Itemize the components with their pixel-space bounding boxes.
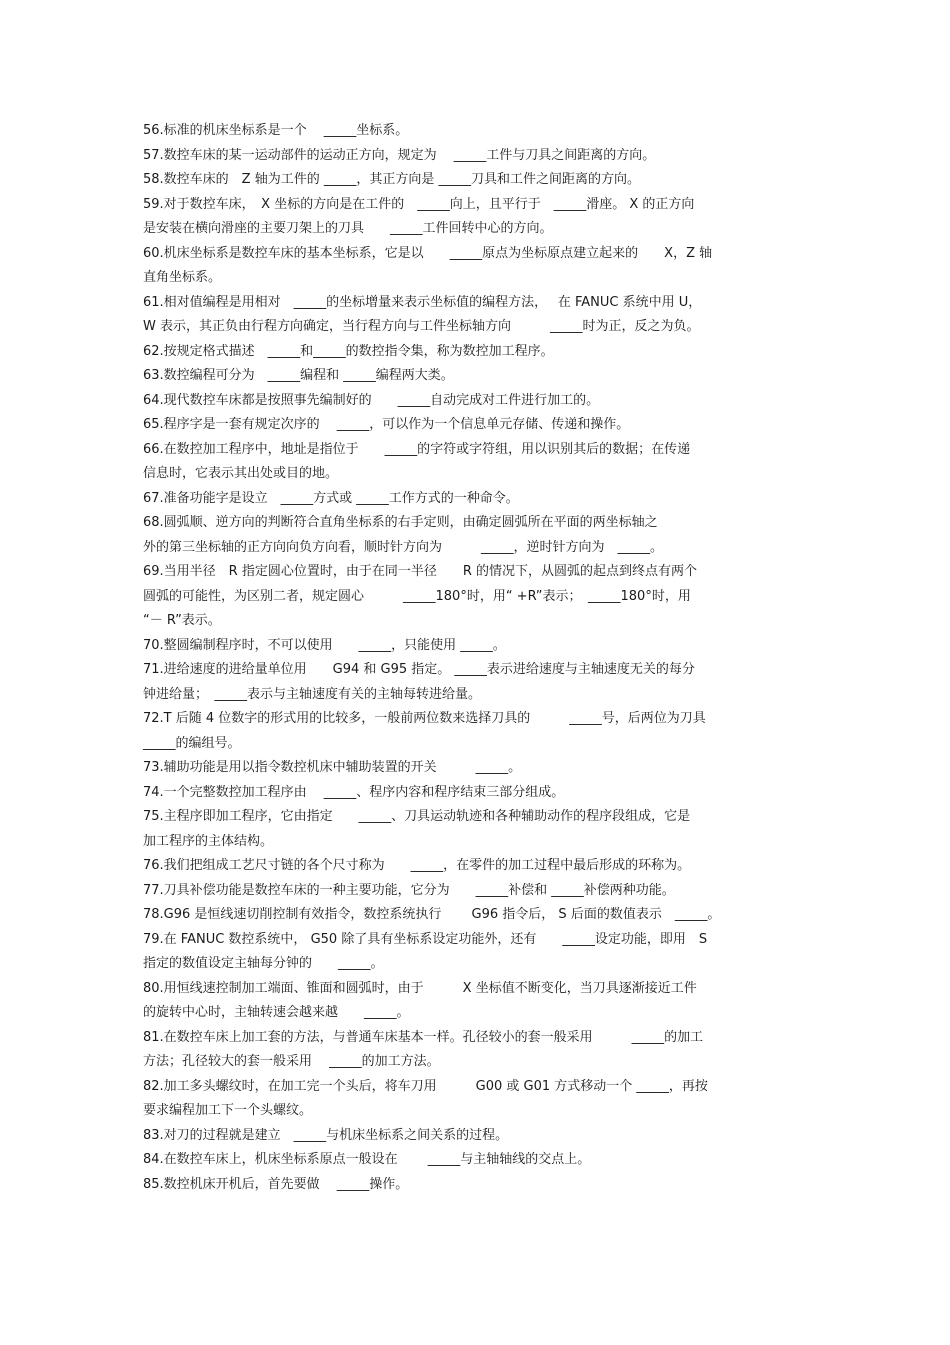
question-line-continued: 加工程序的主体结构。 bbox=[143, 833, 274, 849]
question-line-continued: 是安装在横向滑座的主要刀架上的刀具 _____工件回转中心的方向。 bbox=[143, 221, 553, 236]
question-line: 60.机床坐标系是数控车床的基本坐标系，它是以 _____原点为坐标原点建立起来的 X，Z 轴 bbox=[143, 245, 713, 261]
question-line: 67.准备功能字是设立 _____方式或 _____工作方式的一种命令。 bbox=[143, 490, 519, 506]
question-line: 72.T 后随 4 位数字的形式用的比较多，一般前两位数来选择刀具的 _____号，后两位为刀具 bbox=[143, 711, 706, 726]
question-line: 69.当用半径 R 指定圆心位置时，由于在同一半径 R 的情况下，从圆弧的起点到终点有两个 bbox=[143, 564, 698, 579]
question-line: 75.主程序即加工程序，它由指定 _____、刀具运动轨迹和各种辅助动作的程序段组成，它是 bbox=[143, 809, 691, 824]
question-line: 83.对刀的过程就是建立 _____与机床坐标系之间关系的过程。 bbox=[143, 1127, 509, 1143]
question-line: 80.用恒线速控制加工端面、锥面和圆弧时，由于 X 坐标值不断变化，当刀具逐渐接近工件 bbox=[143, 980, 697, 996]
question-line: 85.数控机床开机后，首先要做 _____操作。 bbox=[143, 1176, 409, 1192]
question-line-continued: 信息时，它表示其出处或目的地。 bbox=[143, 466, 339, 481]
question-line: 61.相对值编程是用相对 _____的坐标增量来表示坐标值的编程方法， 在 FANUC 系统中用 U， bbox=[143, 294, 702, 310]
question-line: 73.辅助功能是用以指令数控机床中辅助装置的开关 _____。 bbox=[143, 760, 522, 775]
question-line: 64.现代数控车床都是按照事先编制好的 _____自动完成对工件进行加工的。 bbox=[143, 392, 600, 408]
question-line-continued: 直角坐标系。 bbox=[143, 270, 222, 285]
question-line-continued: 指定的数值设定主轴每分钟的 _____。 bbox=[143, 956, 384, 971]
question-line: 66.在数控加工程序中，地址是指位于 _____的字符或字符组，用以识别其后的数据；在传递 bbox=[143, 441, 691, 457]
question-line: 57.数控车床的某一运动部件的运动正方向，规定为 _____工件与刀具之间距离的方向。 bbox=[143, 147, 656, 163]
question-line: 71.进给速度的进给量单位用 G94 和 G95 指定。 _____表示进给速度与主轴速度无关的每分 bbox=[143, 662, 695, 677]
question-line: 56.标准的机床坐标系是一个 _____坐标系。 bbox=[143, 123, 409, 138]
question-line: 74.一个完整数控加工程序由 _____、程序内容和程序结束三部分组成。 bbox=[143, 784, 565, 800]
question-line: 76.我们把组成工艺尺寸链的各个尺寸称为 _____，在零件的加工过程中最后形成的环称为。 bbox=[143, 858, 691, 873]
question-line-continued: 外的第三坐标轴的正方向向负方向看，顺时针方向为 _____，逆时针方向为 _____。 bbox=[143, 539, 664, 555]
question-line-continued: 钟进给量； _____表示与主轴速度有关的主轴每转进给量。 bbox=[143, 686, 482, 702]
question-line: 63.数控编程可分为 _____编程和 _____编程两大类。 bbox=[143, 368, 454, 383]
question-line: 65.程序字是一套有规定次序的 _____，可以作为一个信息单元存储、传递和操作。 bbox=[143, 417, 630, 432]
question-line: 58.数控车床的 Z 轴为工件的 _____，其正方向是 _____刀具和工件之间距离的方向。 bbox=[143, 172, 640, 187]
question-list bbox=[143, 119, 811, 1197]
question-line-continued: “－ R”表示。 bbox=[143, 613, 221, 628]
question-line-continued: W 表示，其正负由行程方向确定，当行程方向与工件坐标轴方向 _____时为正，反之为负。 bbox=[143, 319, 700, 334]
question-line: 70.整圆编制程序时，不可以使用 _____，只能使用 _____。 bbox=[143, 637, 506, 653]
question-line-continued: 要求编程加工下一个头螺纹。 bbox=[143, 1103, 313, 1118]
question-line-continued: _____的编组号。 bbox=[143, 735, 241, 751]
question-line: 84.在数控车床上，机床坐标系原点一般设在 _____与主轴轴线的交点上。 bbox=[143, 1152, 591, 1167]
question-line: 78.G96 是恒线速切削控制有效指令，数控系统执行 G96 指令后， S 后面的数值表示 _____。 bbox=[143, 907, 721, 922]
question-line: 81.在数控车床上加工套的方法，与普通车床基本一样。孔径较小的套一般采用 _____的加工 bbox=[143, 1029, 704, 1045]
question-line-continued: 方法；孔径较大的套一般采用 _____的加工方法。 bbox=[143, 1054, 440, 1069]
question-line: 77.刀具补偿功能是数控车床的一种主要功能，它分为 _____补偿和 _____补偿两种功能。 bbox=[143, 882, 675, 898]
question-line-continued: 的旋转中心时，主轴转速会越来越 _____。 bbox=[143, 1005, 410, 1020]
question-line: 59.对于数控车床， X 坐标的方向是在工件的 _____向上，且平行于 _____滑座。 X 的正方向 bbox=[143, 196, 695, 212]
question-line: 79.在 FANUC 数控系统中， G50 除了具有坐标系设定功能外，还有 _____设定功能，即用 S bbox=[143, 931, 708, 947]
question-line: 68.圆弧顺、逆方向的判断符合直角坐标系的右手定则，由确定圆弧所在平面的两坐标轴之 bbox=[143, 515, 658, 530]
question-line: 82.加工多头螺纹时，在加工完一个头后，将车刀用 G00 或 G01 方式移动一个 _____，再按 bbox=[143, 1078, 708, 1094]
question-line: 62.按规定格式描述 _____和_____的数控指令集，称为数控加工程序。 bbox=[143, 343, 554, 359]
question-line-continued: 圆弧的可能性，为区别二者，规定圆心 _____180°时，用“ +R”表示； _____180°时，用 bbox=[143, 588, 691, 604]
